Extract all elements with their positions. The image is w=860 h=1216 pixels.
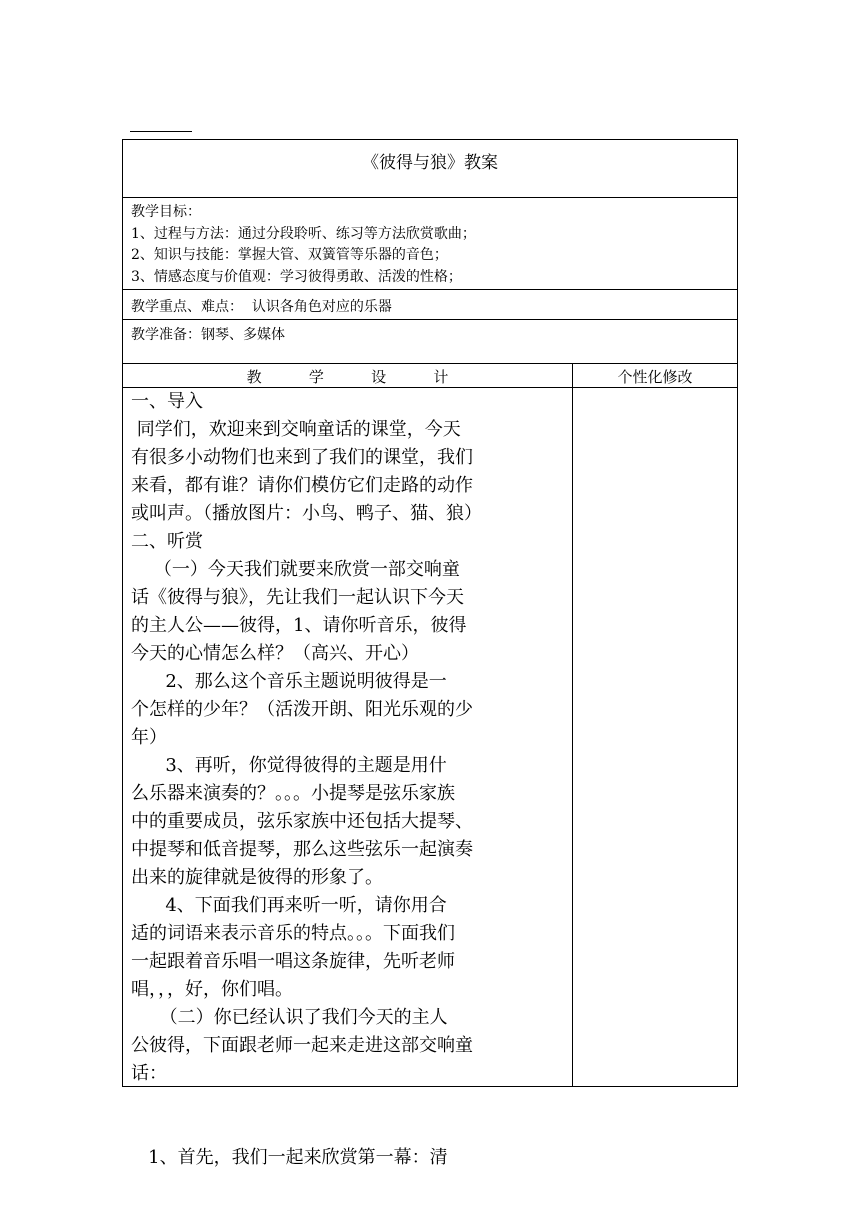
teaching-goals (123, 198, 737, 290)
content-line: 话《彼得与狼》，先让我们一起认识下今天 (131, 587, 464, 608)
design-header-char: 学 (308, 367, 324, 386)
key-points: 教学重点、难点： 认识各角色对应的乐器 (123, 290, 737, 320)
header-rule (130, 131, 192, 132)
goal-item: 2、知识与技能：掌握大管、双簧管等乐器的音色； (131, 247, 448, 263)
design-header-char: 计 (433, 367, 449, 386)
design-header-row (123, 364, 737, 388)
content-line: 话： (131, 1063, 167, 1084)
content-line: 或叫声。（播放图片：小鸟、鸭子、猫、狼） (131, 503, 482, 524)
lesson-plan-table (122, 139, 738, 1168)
content-line: 适的词语来表示音乐的特点。。。下面我们 (131, 923, 455, 944)
content-line: 2、那么这个音乐主题说明彼得是一 (131, 671, 447, 692)
teaching-preparation: 教学准备：钢琴、多媒体 (123, 320, 737, 364)
design-header-char: 设 (371, 367, 387, 386)
design-content (131, 388, 565, 1172)
content-line: （一）今天我们就要来欣赏一部交响童 (131, 559, 460, 580)
content-line: 个怎样的少年？（活泼开朗、阳光乐观的少 (131, 699, 473, 720)
page-title: 《彼得与狼》教案 (123, 140, 737, 198)
content-line: 1、首先，我们一起来欣赏第一幕：清 (131, 1147, 448, 1168)
content-line: 一、导入 (131, 391, 203, 412)
content-line: 的主人公——彼得，1、请你听音乐，彼得 (131, 615, 467, 636)
content-line: 中提琴和低音提琴，那么这些弦乐一起演奏 (131, 839, 473, 860)
content-line: 出来的旋律就是彼得的形象了。 (131, 867, 383, 888)
design-content-cell (123, 388, 573, 1168)
design-header-char: 教 (246, 367, 262, 386)
content-line: 唱，，，好，你们唱。 (131, 979, 293, 1000)
content-line: 3、再听，你觉得彼得的主题是用什 (131, 755, 447, 776)
content-line: 4、下面我们再来听一听，请你用合 (131, 895, 447, 916)
design-header (123, 364, 573, 388)
content-line: 中的重要成员，弦乐家族中还包括大提琴、 (131, 811, 473, 832)
content-line: （二）你已经认识了我们今天的主人 (131, 1007, 448, 1028)
content-line: 有很多小动物们也来到了我们的课堂，我们 (131, 447, 473, 468)
content-line: 同学们，欢迎来到交响童话的课堂，今天 (131, 419, 461, 440)
revision-header: 个性化修改 (617, 367, 693, 386)
content-line: 来看，都有谁？请你们模仿它们走路的动作 (131, 475, 473, 496)
goals-heading: 教学目标： (131, 204, 201, 220)
blank-space (131, 1088, 565, 1144)
content-line: 二、听赏 (131, 531, 203, 552)
content-line: 公彼得，下面跟老师一起来走进这部交响童 (131, 1035, 473, 1056)
content-line: 一起跟着音乐唱一唱这条旋律，先听老师 (131, 951, 455, 972)
content-line: 年） (131, 727, 167, 748)
goal-item: 3、情感态度与价值观：学习彼得勇敢、活泼的性格； (131, 268, 462, 285)
content-line: 今天的心情怎么样？（高兴、开心） (131, 643, 419, 664)
content-line: 么乐器来演奏的？。。。小提琴是弦乐家族 (131, 783, 455, 804)
goal-item: 1、过程与方法：通过分段聆听、练习等方法欣赏歌曲； (131, 225, 476, 242)
